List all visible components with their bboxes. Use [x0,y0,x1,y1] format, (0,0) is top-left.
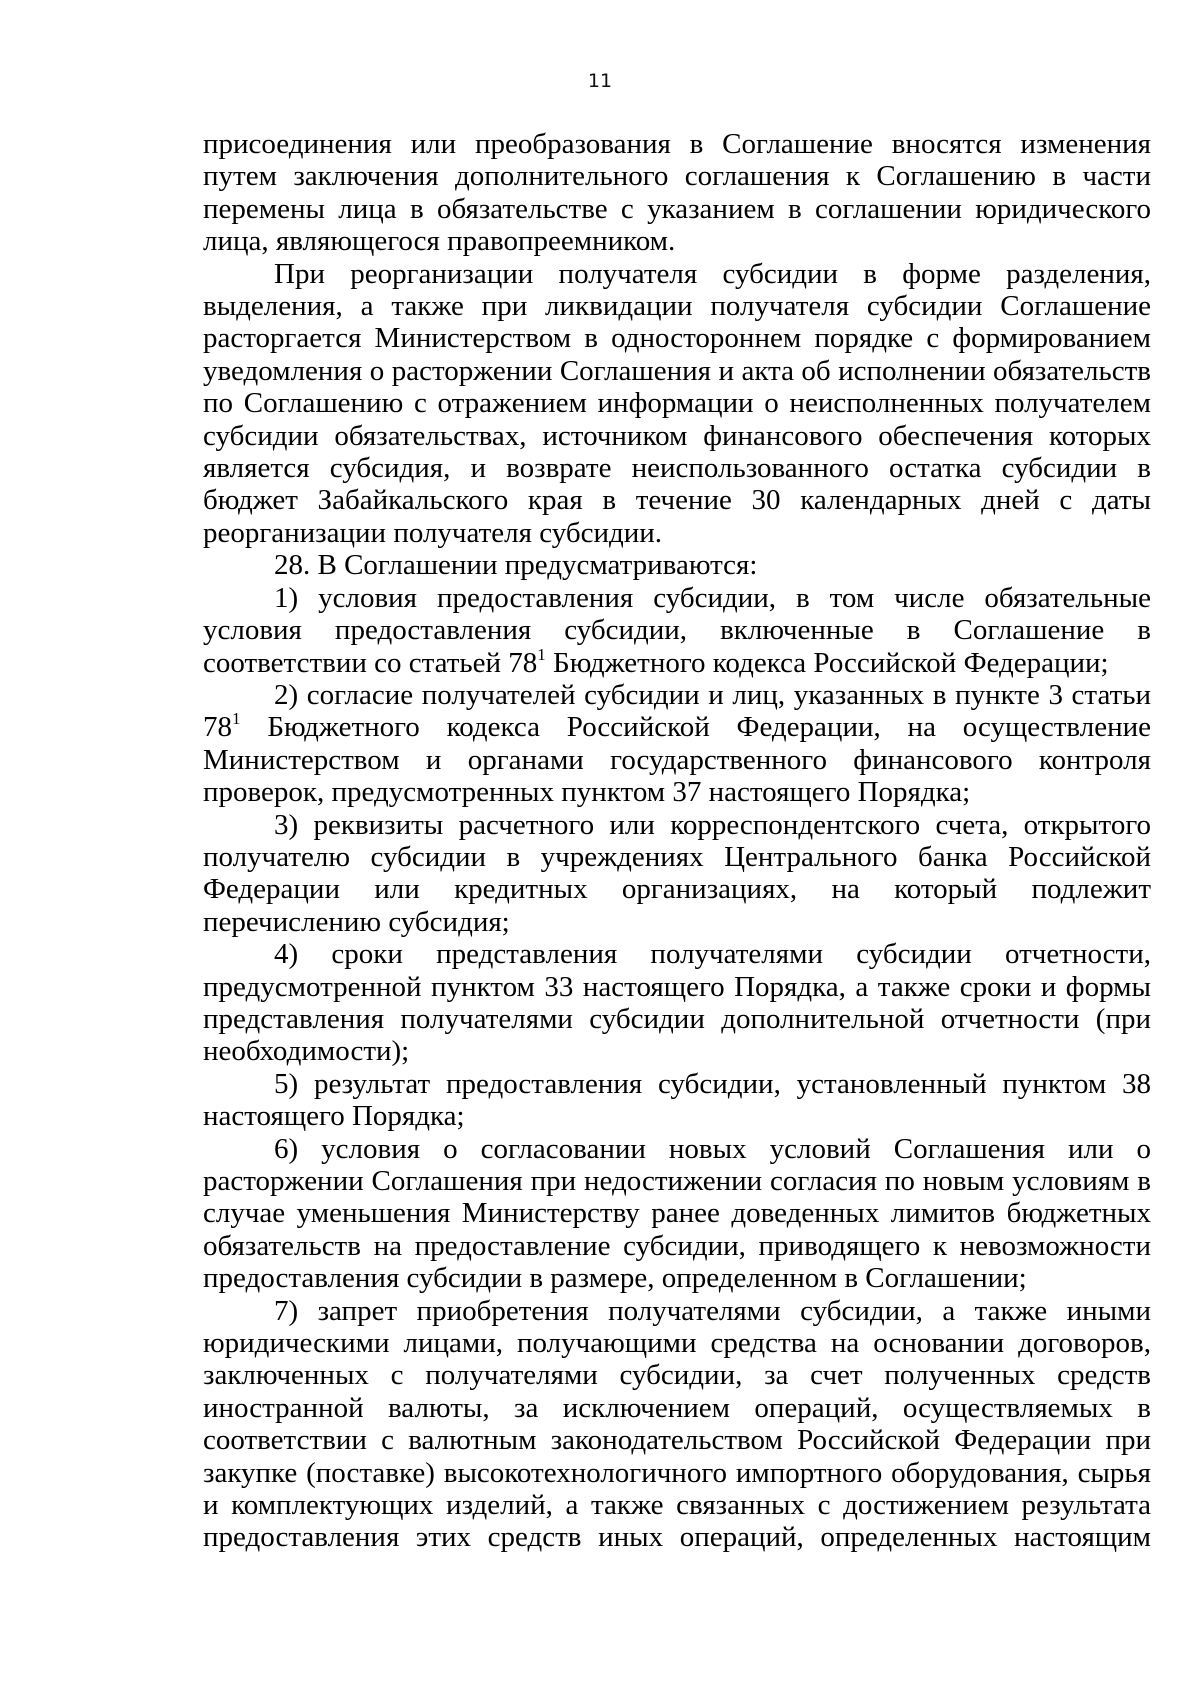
paragraph-subitem-3: 3) реквизиты расчетного или корреспондентского счета, открытого получателю субсидии в учреждениях Центрального банка Российской Федерации или кредитных организациях, на который подлежит перечислению субсидия; [203,808,1151,938]
paragraph-subitem-2-text-a: 2) согласие получателей субсидии и лиц, указанных в пункте 3 статьи 78 [203,678,1151,744]
paragraph-subitem-1-text-b: Бюджетного кодекса Российской Федерации; [545,646,1109,679]
paragraph-subitem-7: 7) запрет приобретения получателями субсидии, а также иными юридическими лицами, получающими средства на основании договоров, заключенных с получателями субсидии, за счет полученных средств иностранной валюты, за исключением операций, осуществляемых в соответствии с валютным законодательством Российской Федерации при закупке (поставке) высокотехнологичного импортного оборудования, сырья и комплектующих изделий, а также связанных с достижением результата предоставления этих средств иных операций, определенных настоящим [203,1294,1151,1554]
superscript: 1 [537,644,546,664]
paragraph-reorganization: При реорганизации получателя субсидии в форме разделения, выделения, а также при ликвидации получателя субсидии Соглашение расторгается Министерством в одностороннем порядке с формированием уведомления о расторжении Соглашения и акта об исполнении обязательств по Соглашению с отражением информации о неисполненных получателем субсидии обязательствах, источником финансового обеспечения которых является субсидия, и возврате неиспользованного остатка субсидии в бюджет Забайкальского края в течение 30 календарных дней с даты реорганизации получателя субсидии. [203,257,1151,549]
paragraph-subitem-1-text-a: 1) условия предоставления субсидии, в том числе обязательные условия предоставления субсидии, включенные в Соглашение в соответствии со статьей 78 [203,581,1151,679]
paragraph-subitem-5: 5) результат предоставления субсидии, установленный пунктом 38 настоящего Порядка; [203,1067,1151,1133]
document-body [203,128,1151,1554]
paragraph-subitem-4: 4) сроки представления получателями субсидии отчетности, предусмотренной пунктом 33 настоящего Порядка, а также сроки и формы представления получателями субсидии дополнительной отчетности (при необходимости); [203,938,1151,1068]
superscript: 1 [232,709,241,729]
paragraph-subitem-2 [203,679,1151,809]
paragraph-subitem-6: 6) условия о согласовании новых условий Соглашения или о расторжении Соглашения при недостижении согласия по новым условиям в случае уменьшения Министерству ранее доведенных лимитов бюджетных обязательств на предоставление субсидии, приводящего к невозможности предоставления субсидии в размере, определенном в Соглашении; [203,1132,1151,1295]
page-number: 11 [587,70,613,92]
paragraph-subitem-2-text-b: Бюджетного кодекса Российской Федерации, на осуществление Министерством и органами государственного финансового контроля проверок, предусмотренных пунктом 37 настоящего Порядка; [203,711,1151,809]
paragraph-subitem-1 [203,582,1151,679]
paragraph-item-28-heading: 28. В Соглашении предусматриваются: [274,549,758,582]
paragraph-continuation: присоединения или преобразования в Соглашение вносятся изменения путем заключения дополнительного соглашения к Соглашению в части перемены лица в обязательстве с указанием в соглашении юридического лица, являющегося правопреемником. [203,128,1151,258]
